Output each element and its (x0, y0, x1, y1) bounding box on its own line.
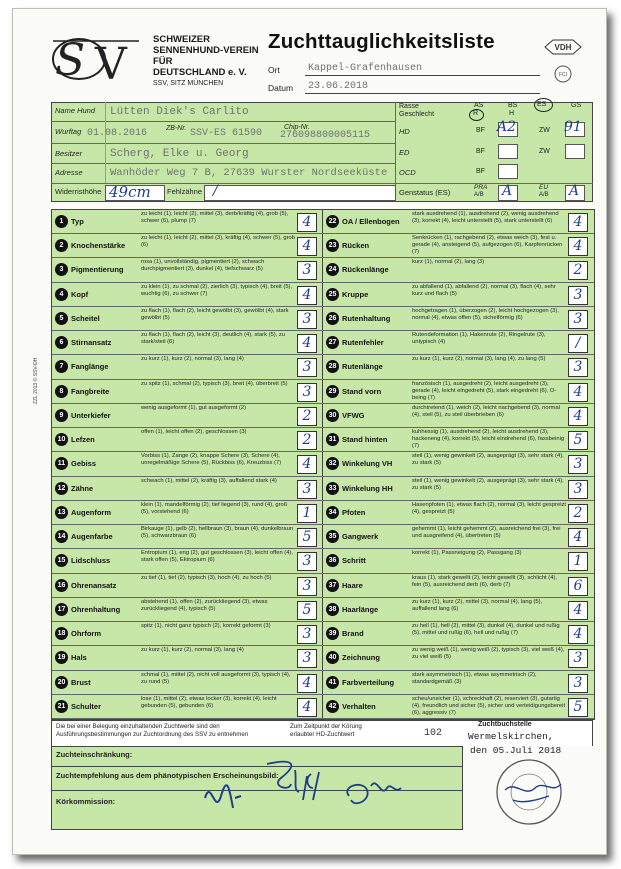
trait-number: 11 (55, 457, 68, 470)
trait-name: Augenform (71, 507, 111, 517)
trait-description: Hasenpfoten (1), etwas flach (2), normal (3), leicht gespreizt (4), gespreizt (5) (412, 501, 566, 515)
trait-row (323, 477, 594, 501)
trait-score: / (568, 334, 588, 353)
pra-sub: A/B (474, 192, 484, 198)
trait-description: gehemmt (1), leicht gehemmt (2), ausreichend frei (3), frei und ausgreifend (4), übertreten (5) (412, 526, 561, 540)
trait-score: 4 (568, 625, 588, 644)
eu-label: EU (539, 184, 549, 191)
trait-name: Pfoten (342, 507, 366, 517)
trait-number: 40 (326, 651, 339, 664)
trait-row (52, 477, 323, 501)
trait-score: 3 (297, 625, 317, 644)
trait-number: 32 (326, 457, 339, 470)
trait-number: 25 (326, 288, 339, 301)
trait-score: 3 (297, 383, 317, 402)
trait-number: 39 (326, 627, 339, 640)
trait-name: Zeichnung (342, 653, 380, 663)
trait-description: kraus (1), stark gewellt (2), leicht gewellt (3), schlicht (4), fein (5), ausreichend derb (6), derb (7) (412, 574, 557, 588)
geschlecht-label: Geschlecht (399, 111, 435, 118)
trait-score: 3 (297, 358, 317, 377)
ort-value: Kappel-Grafenhausen (308, 63, 423, 74)
pra-value: A (502, 183, 513, 199)
trait-description: zu kurz (1), kurz (2), normal (3), lang (4) (141, 647, 244, 654)
zeitpunkt-value: 102 (424, 728, 443, 739)
trait-row (52, 404, 323, 428)
org-name: SCHWEIZER SENNENHUND-VEREIN FÜR DEUTSCHLAND e. V. SSV, SITZ MÜNCHEN (153, 34, 259, 87)
zuchtbuchstelle-label: Zuchtbuchstelle (478, 721, 532, 728)
trait-number: 34 (326, 506, 339, 519)
trait-description: zu flach (1), flach (2), leicht gewölbt (3), gewölbt (4), stark gewölbt (5) (141, 307, 289, 321)
trait-score: 3 (297, 552, 317, 571)
trait-row (323, 307, 594, 331)
trait-score: 2 (297, 431, 317, 450)
trait-row (52, 574, 323, 598)
trait-description: zu kurz (1), kurz (2), normal (3), lang (4) (141, 356, 244, 363)
trait-description: spitz (1), nicht ganz typisch (2), korrekt geformt (3) (141, 623, 271, 630)
trait-description: stark asymmetrisch (1), etwas asymmetrisch (2), standardgemäß (3) (412, 671, 537, 685)
trait-number: 21 (55, 700, 68, 713)
trait-description: zu flach (1), flach (2), leicht (3), deutlich (4), stark (5), zu stark/steil (6) (141, 332, 286, 346)
trait-name: OA / Ellenbogen (342, 217, 400, 226)
trait-name: Scheitel (71, 313, 100, 323)
trait-name: Ohrenansatz (71, 580, 117, 590)
trait-description: durchtretend (1), weich (2), leicht nachgebend (3), normal (4), steil (5), zu steil überbrieben (6) (412, 404, 560, 418)
trait-number: 1 (55, 215, 68, 228)
signatures (195, 756, 425, 828)
trait-score: 3 (568, 310, 588, 329)
trait-score: 4 (568, 383, 588, 402)
trait-description: kurz (1), normal (2), lang (3) (412, 259, 485, 266)
wurftag-label: Wurftag (55, 127, 82, 136)
trait-row (52, 380, 323, 404)
trait-row (52, 598, 323, 622)
trait-description: zu wenig weiß (1), wenig weiß (2), typisch (3), viel weiß (4), zu viel weiß (5) (412, 647, 565, 661)
trait-name: Rücken (342, 241, 370, 251)
trait-score: 3 (297, 577, 317, 596)
col-gs: GS (571, 102, 582, 109)
trait-number: 7 (55, 360, 68, 373)
trait-score: 3 (568, 455, 588, 474)
widerrist-value: 49cm (109, 183, 151, 201)
trait-name: Augenfarbe (71, 532, 113, 542)
trait-row (323, 598, 594, 622)
trait-name: Winkelung VH (342, 459, 393, 469)
trait-score: 4 (297, 674, 317, 693)
trait-row (323, 258, 594, 282)
trait-name: Kruppe (342, 289, 369, 299)
ort-line (305, 75, 540, 76)
trait-name: Stirnansatz (71, 338, 112, 348)
trait-row (323, 501, 594, 525)
trait-row (52, 622, 323, 646)
trait-number: 15 (55, 554, 68, 567)
trait-row (323, 574, 594, 598)
ssv-logo (49, 33, 145, 85)
trait-row (52, 355, 323, 379)
trait-description: Entropium (1), eng (2), gut geschlossen (3), leicht offen (4), stark offen (5), Ektropium (6) (141, 550, 293, 564)
trait-name: Knochenstärke (71, 241, 126, 251)
trait-description: zu kurz (1), kurz (2), normal (3), lang (4), zu lang (5) (412, 356, 546, 363)
trait-name: Zähne (71, 483, 94, 493)
footer-note: Die bei einer Belegung einzuhaltenden Zuchtwerte sind den Ausführungsbestimmungen zur Zuchtordnung des SSV zu entnehmen (56, 723, 249, 738)
trait-row (323, 646, 594, 670)
trait-score: 5 (568, 431, 588, 450)
svg-text:S: S (55, 35, 86, 85)
trait-number: 36 (326, 554, 339, 567)
trait-description: lose (1), mittel (2), etwas locker (3), korrekt (4), leicht gebunden (5), gebunden (6) (141, 695, 277, 709)
trait-name: Rückenlänge (342, 265, 389, 275)
trait-number: 31 (326, 433, 339, 446)
trait-row (323, 671, 594, 695)
trait-name: Brand (342, 629, 364, 639)
trait-row (323, 283, 594, 307)
trait-score: 2 (568, 261, 588, 280)
trait-score: 4 (568, 213, 588, 232)
trait-score: 1 (568, 552, 588, 571)
datum-label: Datum (268, 83, 294, 93)
trait-score: 5 (297, 528, 317, 547)
trait-number: 41 (326, 676, 339, 689)
trait-number: 42 (326, 700, 339, 713)
trait-description: zu abfallend (1), abfallend (2), normal (3), flach (4), sehr kurz und flach (5) (412, 283, 556, 297)
chip-value: 276098800005115 (280, 130, 371, 141)
zb-value: SSV-ES 61590 (190, 128, 263, 139)
eu-sub: A/B (539, 192, 549, 198)
trait-description: zu tief (1), tief (2), typisch (3), hoch (4), zu hoch (5) (141, 574, 272, 581)
trait-row (323, 404, 594, 428)
trait-description: stark ausdrehend (1), ausdrehend (2), wenig ausdrehend (3), korrekt (4), leicht unterstellt (5), stark unterstellt (6) (412, 211, 559, 224)
datum-line (305, 93, 540, 94)
trait-name: Haare (342, 580, 363, 590)
trait-number: 9 (55, 409, 68, 422)
hd-bf: BF (476, 127, 485, 134)
trait-number: 16 (55, 579, 68, 592)
trait-description: zu leicht (1), leicht (2), mittel (3), kräftig (4), schwer (5), grob (6) (141, 235, 295, 249)
trait-number: 24 (326, 263, 339, 276)
trait-description: französisch (1), ausgedreht (2), leicht ausgedreht (3), gerade (4), leicht eingedreht (5), stark eingedreht (6), O-being (7) (412, 380, 557, 401)
trait-name: Stand hinten (342, 435, 388, 445)
trait-description: schmal (1), mittel (2), nicht voll ausgeformt (3), typisch (4), zu rund (5) (141, 671, 291, 685)
trait-name: Lefzen (71, 435, 95, 445)
trait-name: Winkelung HH (342, 483, 393, 493)
trait-score: 4 (297, 286, 317, 305)
trait-score: 4 (568, 528, 588, 547)
trait-score: 2 (568, 504, 588, 523)
trait-row (52, 258, 323, 282)
trait-score: 4 (568, 407, 588, 426)
eu-value: A (569, 183, 580, 199)
trait-row (52, 646, 323, 670)
trait-row (323, 355, 594, 379)
trait-name: Pigmentierung (71, 265, 124, 275)
fehlzaehne-label: Fehlzähne (167, 187, 203, 196)
empfehlung-label: Zuchtempfehlung aus dem phänotypischen Erscheinungsbild: (56, 771, 279, 780)
ocd-label: OCD (399, 168, 416, 177)
trait-number: 35 (326, 530, 339, 543)
zb-label: ZB-Nr. (166, 125, 187, 132)
trait-name: Schulter (71, 701, 102, 711)
col-bs: BS (508, 102, 518, 109)
hd-zw-value: 91 (564, 119, 582, 135)
trait-description: scheu/unsicher (1), schreckhaft (2), reserviert (3), gutartig (4), freundlich und sicher (5), sicher und verteidigungsbereit (6), aggressiv (7) (412, 695, 566, 716)
hd-value: A2 (497, 119, 517, 135)
trait-score: 3 (297, 649, 317, 668)
zeitpunkt-label: Zum Zeitpunkt der Körung erlaubter HD-Zuchtwert (290, 723, 362, 738)
trait-row (323, 525, 594, 549)
trait-number: 5 (55, 312, 68, 325)
trait-description: zu klein (1), zu schmal (2), zierlich (3), typisch (4), breit (5), wuchtig (6), zu schwer (7) (141, 283, 293, 297)
trait-row (323, 428, 594, 452)
col-es: ES (537, 101, 547, 108)
trait-score: 3 (297, 310, 317, 329)
trait-row (52, 549, 323, 573)
sex-r: R (473, 110, 479, 117)
trait-description: zu spitz (1), schmal (2), typisch (3), breit (4), überbreit (5) (141, 380, 288, 387)
trait-description: rosa (1), unvollständig, pigmentiert (2), schwach durchpigmentiert (3), dunkel (4), tiefschwarz (5) (141, 259, 265, 273)
trait-name: Rutenfehler (342, 338, 384, 348)
trait-score: 2 (297, 407, 317, 426)
name-value: Lütten Diek's Carlito (110, 106, 249, 118)
trait-score: 4 (568, 601, 588, 620)
ed-zw: ZW (539, 148, 550, 155)
ort-label: Ort (268, 65, 280, 75)
trait-score: 5 (297, 601, 317, 620)
trait-name: Haarlänge (342, 604, 379, 614)
trait-row (323, 210, 594, 234)
adresse-label: Adresse (55, 168, 83, 177)
trait-row (52, 331, 323, 355)
trait-number: 19 (55, 651, 68, 664)
trait-name: Kopf (71, 289, 89, 299)
page-title: Zuchttauglichkeitsliste (268, 30, 495, 53)
kommission-label: Körkommission: (56, 797, 116, 806)
trait-number: 20 (55, 676, 68, 689)
trait-name: Verhalten (342, 701, 376, 711)
trait-row (323, 380, 594, 404)
trait-description: offen (1), leicht offen (2), geschlossen (3) (141, 429, 247, 436)
trait-row (323, 331, 594, 355)
trait-row (323, 695, 594, 719)
trait-name: Fanglänge (71, 362, 109, 372)
trait-row (52, 428, 323, 452)
trait-row (52, 501, 323, 525)
trait-name: Hals (71, 653, 87, 663)
trait-number: 10 (55, 433, 68, 446)
trait-number: 4 (55, 288, 68, 301)
trait-row (52, 671, 323, 695)
svg-text:V: V (95, 39, 127, 85)
zuchtbuchstelle-date: den 05.Juli 2018 (470, 745, 562, 756)
trait-description: zu kurz (1), kurz (2), mittel (3), normal (4), lang (5), auffallend lang (6) (412, 598, 543, 612)
hd-label: HD (399, 127, 410, 136)
trait-number: 18 (55, 627, 68, 640)
trait-description: Rutendeformation (1), Hakenrute (2), Ringelrute (3), untypisch (4) (412, 332, 546, 346)
trait-name: Ohrenhaltung (71, 604, 121, 614)
trait-description: hochgetragen (1), überzogen (2), leicht hochgezogen (3), normal (4), etwas offen (5), sichelförmig (6) (412, 307, 559, 321)
trait-description: steil (1), wenig gewinkelt (2), ausgeprägt (3), sehr stark (4), zu stark (5) (412, 453, 564, 467)
trait-score: 4 (568, 237, 588, 256)
trait-number: 30 (326, 409, 339, 422)
einschraenkung-label: Zuchteinschränkung: (56, 750, 133, 759)
trait-number: 23 (326, 239, 339, 252)
svg-text:FCI: FCI (558, 72, 568, 78)
trait-row (323, 622, 594, 646)
official-stamp (475, 756, 583, 828)
widerrist-label: Widerristhöhe (55, 187, 102, 196)
besitzer-value: Scherg, Elke u. Georg (110, 148, 249, 160)
trait-number: 28 (326, 360, 339, 373)
trait-name: Ohrform (71, 629, 101, 639)
vdh-logo (543, 38, 583, 56)
trait-number: 22 (326, 215, 339, 228)
trait-row (52, 525, 323, 549)
trait-row (52, 452, 323, 476)
trait-number: 37 (326, 579, 339, 592)
adresse-value: Wanhöder Weg 7 B, 27639 Wurster Nordseeküste (110, 167, 388, 179)
trait-row (52, 695, 323, 719)
genstatus-label: Genstatus (ES) (399, 188, 451, 197)
trait-name: VFWG (342, 410, 365, 420)
trait-number: 6 (55, 336, 68, 349)
col-as: AS (474, 102, 484, 109)
trait-description: Birkauge (1), gelb (2), hellbraun (3), braun (4), dunkelbraun (5), schwarzbraun (6) (141, 526, 294, 540)
trait-name: Gebiss (71, 459, 97, 469)
ed-bf: BF (476, 148, 485, 155)
trait-number: 29 (326, 385, 339, 398)
hd-zw: ZW (539, 127, 550, 134)
trait-score: 4 (297, 455, 317, 474)
trait-description: Vorbiss (1), Zange (2), knappe Schere (3), Schere (4), unregelmäßige Schere (5), Rückbiss (6), Kreuzbiss (7) (141, 453, 282, 467)
trait-number: 13 (55, 506, 68, 519)
trait-score: 1 (297, 504, 317, 523)
trait-name: Gangwerk (342, 532, 379, 542)
trait-row (323, 549, 594, 573)
pra-label: PRA (474, 184, 488, 191)
trait-name: Typ (71, 217, 84, 226)
trait-score: 4 (297, 213, 317, 232)
datum-value: 23.06.2018 (308, 81, 369, 92)
trait-number: 2 (55, 239, 68, 252)
trait-description: Senkrücken (1), rachgebend (2), etwas weich (3), fest u. gerade (4), ansteigend (5), aufgezogen (6), Karpfenrücken (7) (412, 235, 563, 256)
trait-number: 14 (55, 530, 68, 543)
trait-name: Farbverteilung (342, 677, 395, 687)
trait-description: zu hell (1), hell (2), mittel (3), dunkel (4), dunkel und rußig (5), mittel und rußig (6), hell und rußig (7) (412, 623, 560, 637)
ed-label: ED (399, 148, 410, 157)
svg-text:VDH: VDH (554, 43, 572, 52)
sex-h: H (509, 110, 515, 117)
trait-name: Fangbreite (71, 386, 110, 396)
trait-row (52, 283, 323, 307)
trait-name: Stand vorn (342, 386, 382, 396)
trait-description: kuhhessig (1), ausdrehend (2), leicht ausdrehend (3), hackeneng (4), korrekt (5), leicht eindrehend (6), fassbeinig (7) (412, 429, 565, 450)
trait-score: 4 (297, 334, 317, 353)
trait-number: 8 (55, 385, 68, 398)
trait-description: steil (1), wenig gewinkelt (2), ausgeprägt (3), sehr stark (4), zu stark (5) (412, 477, 564, 491)
traits-grid (51, 209, 595, 720)
trait-number: 27 (326, 336, 339, 349)
rasse-label: Rasse (399, 103, 419, 110)
fci-logo (550, 64, 576, 84)
trait-score: 3 (568, 286, 588, 305)
trait-score: 3 (297, 480, 317, 499)
trait-description: wenig ausgeformt (1), gut ausgeformt (2) (141, 404, 247, 411)
besitzer-label: Besitzer (55, 149, 83, 158)
trait-score: 3 (568, 649, 588, 668)
trait-description: abstehend (1), offen (2), zurückliegend (3), etwas zurückliegend (4), typisch (5) (141, 598, 268, 612)
fehlzaehne-value: / (213, 183, 218, 199)
side-code: ZZL 2013 © SSV-DH (33, 357, 39, 404)
trait-name: Schritt (342, 556, 366, 566)
trait-description: schwach (1), mittel (2), kräftig (3), auffallend stark (4) (141, 477, 277, 484)
trait-number: 38 (326, 603, 339, 616)
trait-score: 3 (568, 358, 588, 377)
trait-score: 4 (297, 698, 317, 717)
name-label: Name Hund (55, 106, 96, 115)
trait-number: 17 (55, 603, 68, 616)
trait-row (52, 307, 323, 331)
trait-description: klein (1), mandelförmig (2), tief liegend (3), rund (4), groß (5), vorstehend (6) (141, 501, 288, 515)
trait-number: 26 (326, 312, 339, 325)
trait-row (323, 234, 594, 258)
trait-number: 12 (55, 482, 68, 495)
trait-number: 33 (326, 482, 339, 495)
trait-number: 3 (55, 263, 68, 276)
trait-score: 5 (568, 698, 588, 717)
trait-score: 3 (297, 261, 317, 280)
trait-score: 3 (568, 674, 588, 693)
trait-description: korrekt (1), Passneigung (2), Passgang (3) (412, 550, 522, 557)
ocd-bf: BF (476, 168, 485, 175)
chip-label: Chip-Nr. (284, 124, 310, 131)
trait-name: Rutenlänge (342, 362, 383, 372)
trait-score: 3 (568, 480, 588, 499)
trait-row (52, 234, 323, 258)
trait-score: 6 (568, 577, 588, 596)
trait-name: Unterkiefer (71, 410, 111, 420)
trait-description: zu leicht (1), leicht (2), mittel (3), derb/kräftig (4), grob (5), schwer (6), plump (7) (141, 211, 289, 224)
zuchtbuchstelle-place: Wermelskirchen, (468, 731, 554, 742)
trait-name: Lidschluss (71, 556, 111, 566)
trait-row (52, 210, 323, 234)
trait-name: Rutenhaltung (342, 313, 391, 323)
trait-name: Brust (71, 677, 91, 687)
wurftag-value: 01.08.2016 (87, 128, 148, 139)
trait-score: 4 (297, 237, 317, 256)
trait-row (323, 452, 594, 476)
